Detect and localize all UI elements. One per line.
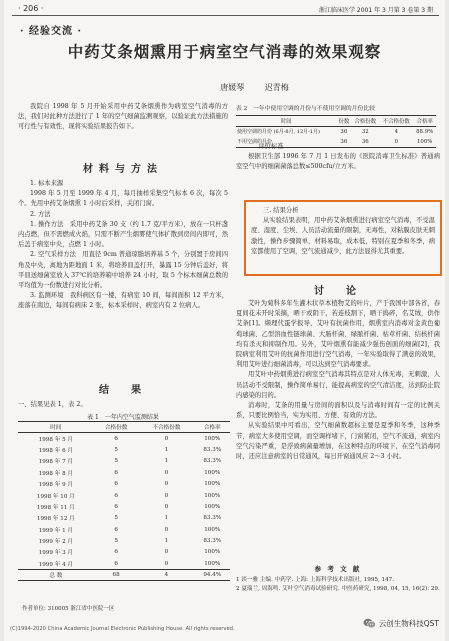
table-cell: 83.3% bbox=[203, 458, 222, 465]
paragraph: 艾叶为菊科多年生灌木状草本植物艾的叶片，产于我国中部各省，春夏间花未开时采摘，晒干或阴干，若连枝割下，晒干捣碎，名艾绒，供作艾条[1]。缬理代蛋学报导，艾叶有抗菌作用，烟熏室内消毒对金黄色葡萄球菌、乙型溶血性链球菌、大肠杆菌、绿脓杆菌、枯草杆菌、结核杆菌均有杀灭和抑制作用。另外，艾叶烟熏有能减少强伤创面的细菌[2]，我院病室利用艾叶的抗菌作用进行空气消毒，一年实验取得了满意的效果，利用艾叶进行细菌消毒，可以达到空气消毒要求。 bbox=[236, 300, 440, 369]
table-row bbox=[18, 456, 230, 467]
table-cell: 100% bbox=[416, 138, 433, 145]
table-cell: 6 bbox=[114, 549, 118, 556]
table-row bbox=[18, 547, 230, 558]
table-header-cell: 不合格份数 bbox=[382, 118, 410, 125]
table-row bbox=[18, 501, 230, 512]
table-header-cell: 合格率 bbox=[416, 118, 433, 125]
evaluation-criteria bbox=[236, 142, 440, 173]
paragraph: 2. 空气采样方法 用直径 9cm 普通琼脂培养基 5 个，分别置于房间四角及中央，离地为距地面 1 米，将培养皿盖打开，暴露 15 分钟后盖好，将平皿送细菌室放入 37℃的培养箱中培养 24 小时，取 5 个标本细菌总数的平均值为一份数进行对比分析。 bbox=[18, 251, 228, 290]
author-address: 作者单位: 310005 浙江省中医院一区 bbox=[22, 606, 115, 612]
table-cell: 1998 年 10 月 bbox=[36, 493, 75, 500]
table-cell: 100% bbox=[204, 435, 221, 442]
journal-page bbox=[4, 0, 445, 641]
table-row bbox=[18, 535, 230, 546]
table1-title: 表 1 一年内空气监测结果 bbox=[87, 414, 159, 421]
paragraph: 用艾叶中药烟熏进行病室空气消毒其特点是对人体无毒，无刺激，人员活动不受限制，操作简单易行，能提高病室的空气清洁度，达到防止院内感染的目的。 bbox=[236, 371, 440, 399]
table-row bbox=[18, 513, 230, 524]
wechat-watermark bbox=[363, 618, 439, 629]
table-cell: 83.3% bbox=[203, 538, 222, 545]
paragraph: 二. 评价标准 bbox=[248, 143, 284, 150]
paragraph: 1. 操作方法 采用中药艾条 30 支（约 1.7 克/平方米），放在一只杯盏内点燃，但不需燃成火焰，只需不断产生烟雾使气体扩散到房间内即可，然后盖于病室中央，点燃 1 小时。 bbox=[18, 220, 228, 249]
methods-body bbox=[18, 179, 228, 312]
table-cell: 0 bbox=[164, 435, 169, 442]
section-label: · 经验交流 · bbox=[20, 26, 82, 37]
table-cell: 100% bbox=[204, 549, 221, 556]
discussion-heading: 讨 论 bbox=[314, 286, 362, 297]
table-cell: 100% bbox=[204, 526, 221, 533]
table-cell: 68 bbox=[112, 572, 120, 579]
table-cell: 100% bbox=[204, 469, 221, 476]
table-cell: 83.3% bbox=[203, 446, 222, 453]
table-header-cell: 时间 bbox=[50, 425, 62, 432]
table-header-cell: 合格份数 bbox=[104, 425, 128, 432]
table-cell: 1998 年 11 月 bbox=[36, 504, 75, 511]
copyright-notice: (C)1994-2020 China Academic Journal Electronic Publishing House. All rights reserved. bbox=[10, 626, 235, 632]
paragraph: 2. 方法 bbox=[30, 210, 51, 218]
table-cell: 6 bbox=[114, 481, 118, 488]
table-cell: 83.3% bbox=[203, 515, 222, 522]
table-row bbox=[18, 478, 230, 489]
paragraph: 从实验结果表明，用中药艾条烟熏进行病室空气消毒，不受温度、湿度、尘埃、人员活动流量的限制，无毒性，对粘膜皮肤无刺激性，操作步骤简单，材料易取，成本低，特别在夏季和冬季，病室都使用了空调，空气流通减少，此方法显得尤其重要。 bbox=[251, 217, 435, 255]
table-cell: 0 bbox=[164, 549, 169, 556]
abstract: 我院自 1998 年 5 月开始采用中药艾条烟熏作为病室空气消毒的方法，我们对此种方法进行了 1 年的空气细菌监测观察，以验证此方法措施的可行性与有效性，现将实验结果报告如下。 bbox=[18, 103, 228, 131]
table-cell: 1999 年 3 月 bbox=[38, 550, 74, 557]
journal-citation: 浙江临床医学 2001 年 3 月第 3 卷第 3 期 bbox=[319, 7, 433, 14]
table-cell: 6 bbox=[114, 503, 118, 510]
table-cell: 1998 年 6 月 bbox=[38, 447, 74, 454]
highlighted-analysis-box bbox=[244, 200, 442, 276]
references-heading: 参 考 文 献 bbox=[314, 565, 362, 573]
authors: 唐媛琴 迟青梅 bbox=[220, 83, 289, 92]
table-cell: 36 bbox=[361, 138, 369, 145]
table-cell: 32 bbox=[361, 128, 369, 135]
table-cell: 1999 年 2 月 bbox=[38, 539, 74, 546]
table-cell: 0 bbox=[164, 469, 169, 476]
paragraph: 三. 结果分析 bbox=[263, 207, 299, 214]
table-cell: 5 bbox=[114, 538, 118, 545]
table-row bbox=[18, 444, 230, 455]
table-cell: 1 bbox=[164, 538, 169, 545]
table-cell: 6 bbox=[114, 560, 118, 567]
results-heading: 结 果 bbox=[99, 385, 147, 396]
table-row bbox=[18, 558, 230, 569]
paragraph: 根据卫生部 1996 年 7 月 1 日发布的《医院消毒卫生标准》普通病室空气中的细菌菌落总数≤500cfu/立方米。 bbox=[236, 153, 440, 171]
wechat-icon bbox=[363, 618, 376, 629]
table-cell: 88.9% bbox=[416, 128, 434, 135]
reference-item: 2 夏瑞兰, 周海鸣. 艾叶空气消毒试验研究. 中医药研究, 1998, 04, 15, 16(2): 29. bbox=[236, 586, 440, 592]
table-cell: 1 bbox=[164, 446, 169, 453]
table-cell: 6 bbox=[114, 526, 118, 533]
table-cell: 1999 年 4 月 bbox=[38, 561, 74, 568]
table-cell: 1998 年 7 月 bbox=[38, 459, 74, 466]
methods-heading: 材料与方法 bbox=[83, 164, 163, 175]
table-row bbox=[236, 126, 436, 137]
paragraph: 消毒时，艾条的用量与房间的面积以及与消毒时间有一定的比例关系，只要比例恰当，实为实用、方便、有效的方法。 bbox=[236, 402, 440, 420]
table-row bbox=[18, 433, 230, 444]
table-cell: 使用空调的月份 (6月-8月, 12月-1月) bbox=[237, 129, 320, 135]
table-row bbox=[18, 490, 230, 501]
paragraph: 1. 标本来源 bbox=[30, 180, 64, 187]
table-cell: 100% bbox=[204, 503, 221, 510]
table-cell: 0 bbox=[164, 503, 169, 510]
table-cell: 6 bbox=[114, 469, 118, 476]
table-cell: 1998 年 8 月 bbox=[38, 470, 74, 477]
table-cell: 1998 年 9 月 bbox=[38, 482, 74, 489]
header-rule bbox=[12, 15, 439, 16]
table-header-cell: 不合格份数 bbox=[152, 425, 181, 432]
table-cell: 36 bbox=[340, 128, 348, 135]
table-cell: 36 bbox=[340, 138, 348, 145]
table-cell: 0 bbox=[164, 560, 169, 567]
table-cell: 6 bbox=[114, 492, 118, 499]
table-cell: 4 bbox=[164, 572, 169, 579]
table2-title: 表 2 一年中使用空调的月份与不使用空调的月份比较 bbox=[236, 106, 375, 112]
table-cell: 4 bbox=[394, 128, 399, 135]
table-cell: 0 bbox=[164, 526, 169, 533]
table-cell: 5 bbox=[114, 446, 118, 453]
table-row bbox=[18, 467, 230, 478]
table-header-cell: 合格份数 bbox=[354, 118, 377, 125]
table-cell: 100% bbox=[204, 492, 221, 499]
table-cell: 5 bbox=[114, 515, 118, 522]
table-cell: 1998 年 12 月 bbox=[36, 516, 75, 523]
discussion-body bbox=[236, 299, 440, 462]
table-cell: 0 bbox=[394, 138, 399, 145]
page-number: · 206 · bbox=[18, 4, 44, 13]
reference-item: 1 谈一雅 主编. 中药学. 上海: 上海科学技术出版社, 1995, 147. bbox=[236, 577, 394, 583]
table-cell: 1998 年 5 月 bbox=[38, 436, 74, 443]
references bbox=[236, 565, 440, 594]
table-cell: 总 数 bbox=[49, 573, 63, 580]
paragraph: 1998 年 5 月至 1999 年 4 月，每月抽样采集空气标本 6 次，每次 5 个。先用中药艾条烟熏 1 小时后采样，关闭门窗。 bbox=[18, 190, 228, 208]
table-cell: 0 bbox=[164, 481, 169, 488]
table-cell: 6 bbox=[114, 435, 118, 442]
table-cell: 5 bbox=[114, 458, 118, 465]
table-cell: 1 bbox=[164, 515, 169, 522]
table-cell: 不用空调的月份 bbox=[237, 139, 273, 145]
table-header-row bbox=[18, 422, 230, 433]
table-header-cell: 时间 bbox=[280, 118, 292, 125]
table-cell: 94.4% bbox=[203, 572, 222, 579]
table-cell: 100% bbox=[204, 560, 221, 567]
watermark-text: 云创生物科技QST bbox=[378, 619, 439, 628]
paragraph: 3. 监测环境 我科病区有一楼，有病室 10 间，每间面积 12 平方米，座落在南边，每间有病床 2 张，标本采样时，病室内有 2 位病人。 bbox=[18, 292, 228, 310]
table-total-row bbox=[18, 570, 230, 581]
paragraph: 从实验结果中可看出，空气细菌数超标主要是夏季和冬季，这种季节，病室大多使用空调，而空调样堵下，门窗紧闭，空气不流通，病室内空气污染严重，是浮致病菌量增加，在这种特点的环境下，在空气消毒同时，还应注意病室的日常通风，每日开窗通风应 2～3 小时。 bbox=[236, 422, 440, 461]
table-header-cell: 份数 bbox=[338, 118, 350, 125]
table-cell: 1999 年 1 月 bbox=[38, 527, 74, 534]
article-title: 中药艾条烟熏用于病室空气消毒的效果观察 bbox=[67, 42, 382, 61]
table-cell: 100% bbox=[204, 481, 221, 488]
table-cell: 0 bbox=[164, 492, 169, 499]
table-row bbox=[18, 524, 230, 535]
table1 bbox=[18, 421, 230, 581]
table-cell: 1 bbox=[164, 458, 169, 465]
table-header-cell: 合格率 bbox=[203, 425, 221, 432]
results-intro: 一、结果见表 1，表 2。 bbox=[18, 401, 87, 408]
table-header-row bbox=[236, 116, 436, 127]
